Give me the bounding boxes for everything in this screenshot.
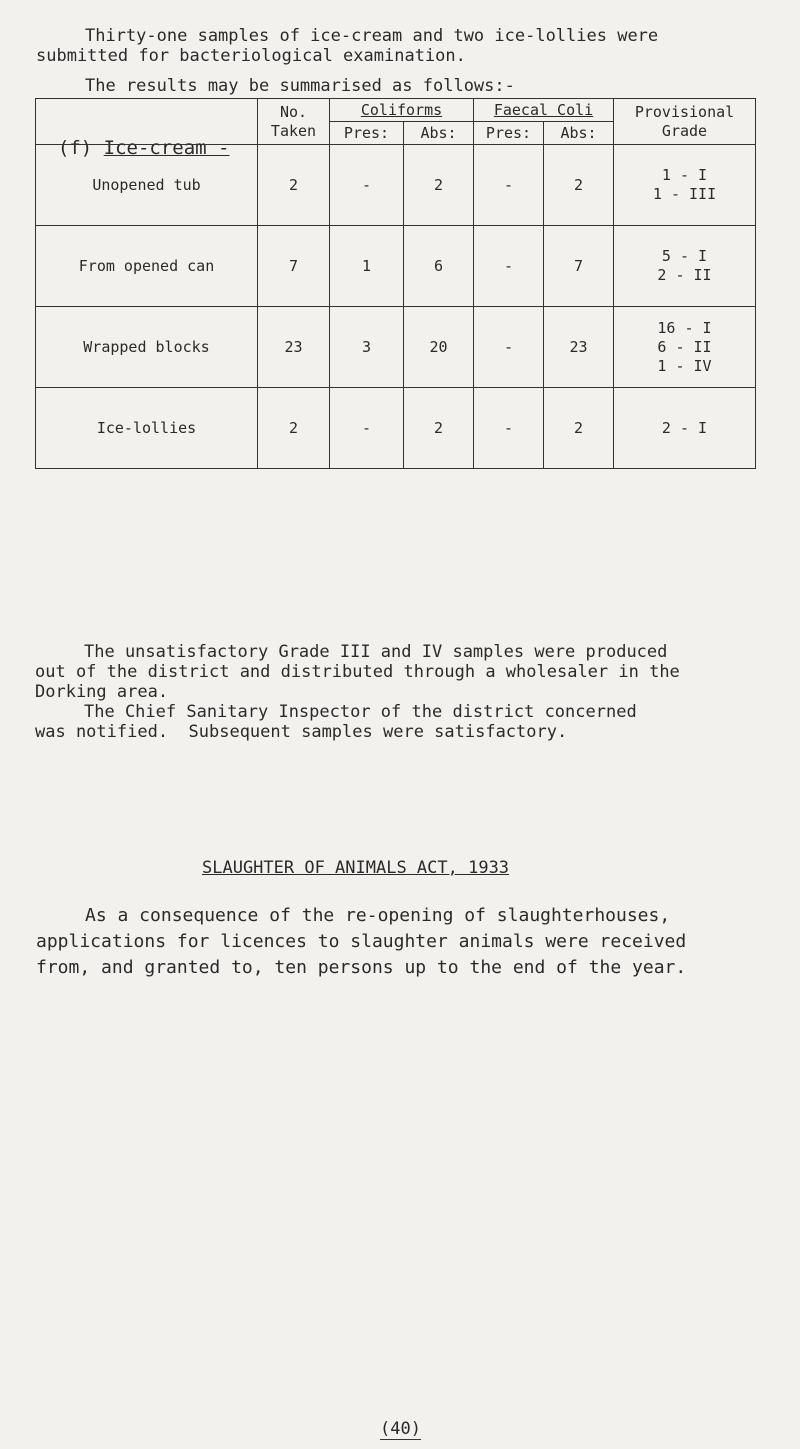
cell-coliforms-abs: 6 — [404, 226, 474, 307]
cell-coliforms-abs: 20 — [404, 307, 474, 388]
results-table — [35, 98, 756, 469]
row-label: From opened can — [36, 226, 258, 307]
cell-grade: 1 - I 1 - III — [614, 145, 756, 226]
cell-coliforms-pres: - — [330, 388, 404, 469]
slaughter-line-3: from, and granted to, ten persons up to the end of the year. — [36, 957, 687, 978]
table-row — [36, 388, 756, 469]
cell-coliforms-pres: 1 — [330, 226, 404, 307]
table-row — [36, 307, 756, 388]
section-letter: (f) — [57, 137, 93, 159]
after-line-1: The unsatisfactory Grade III and IV samples were produced — [84, 642, 668, 662]
page-number: (40) — [380, 1419, 421, 1439]
header-coliforms-pres: Pres: — [330, 122, 404, 145]
corner-cell — [36, 99, 258, 145]
header-faecal-coli: Faecal Coli — [474, 99, 614, 122]
after-line-2: out of the district and distributed through a wholesaler in the — [35, 662, 680, 682]
row-label: Wrapped blocks — [36, 307, 258, 388]
cell-faecal-abs: 7 — [544, 226, 614, 307]
slaughter-line-2: applications for licences to slaughter animals were received — [36, 931, 687, 952]
header-coliforms: Coliforms — [330, 99, 474, 122]
cell-coliforms-abs: 2 — [404, 145, 474, 226]
cell-taken: 2 — [258, 388, 330, 469]
cell-faecal-abs: 23 — [544, 307, 614, 388]
cell-taken: 2 — [258, 145, 330, 226]
intro-line-1: Thirty-one samples of ice-cream and two ice-lollies were — [85, 26, 659, 46]
cell-faecal-abs: 2 — [544, 145, 614, 226]
section-title: Ice-cream - — [103, 137, 230, 159]
cell-faecal-pres: - — [474, 307, 544, 388]
cell-faecal-pres: - — [474, 388, 544, 469]
cell-grade: 2 - I — [614, 388, 756, 469]
cell-coliforms-abs: 2 — [404, 388, 474, 469]
header-coliforms-abs: Abs: — [404, 122, 474, 145]
after-line-3: Dorking area. — [35, 682, 169, 702]
header-faecal-pres: Pres: — [474, 122, 544, 145]
header-faecal-abs: Abs: — [544, 122, 614, 145]
after-line-5: was notified. Subsequent samples were satisfactory. — [35, 722, 568, 742]
cell-coliforms-pres: 3 — [330, 307, 404, 388]
intro-line-2: submitted for bacteriological examination. — [36, 46, 466, 66]
row-label: Ice-lollies — [36, 388, 258, 469]
header-no-taken: No. Taken — [258, 99, 330, 145]
slaughter-line-1: As a consequence of the re-opening of slaughterhouses, — [85, 905, 671, 926]
cell-faecal-abs: 2 — [544, 388, 614, 469]
table-row — [36, 226, 756, 307]
cell-taken: 7 — [258, 226, 330, 307]
cell-coliforms-pres: - — [330, 145, 404, 226]
cell-faecal-pres: - — [474, 145, 544, 226]
cell-grade: 16 - I 6 - II 1 - IV — [614, 307, 756, 388]
cell-grade: 5 - I 2 - II — [614, 226, 756, 307]
header-provisional-grade: Provisional Grade — [614, 99, 756, 145]
row-label: Unopened tub — [36, 145, 258, 226]
after-line-4: The Chief Sanitary Inspector of the district concerned — [84, 702, 637, 722]
table-row — [36, 145, 756, 226]
intro-line-3: The results may be summarised as follows:- — [85, 76, 515, 96]
cell-taken: 23 — [258, 307, 330, 388]
cell-faecal-pres: - — [474, 226, 544, 307]
slaughter-heading: SLAUGHTER OF ANIMALS ACT, 1933 — [202, 858, 510, 878]
